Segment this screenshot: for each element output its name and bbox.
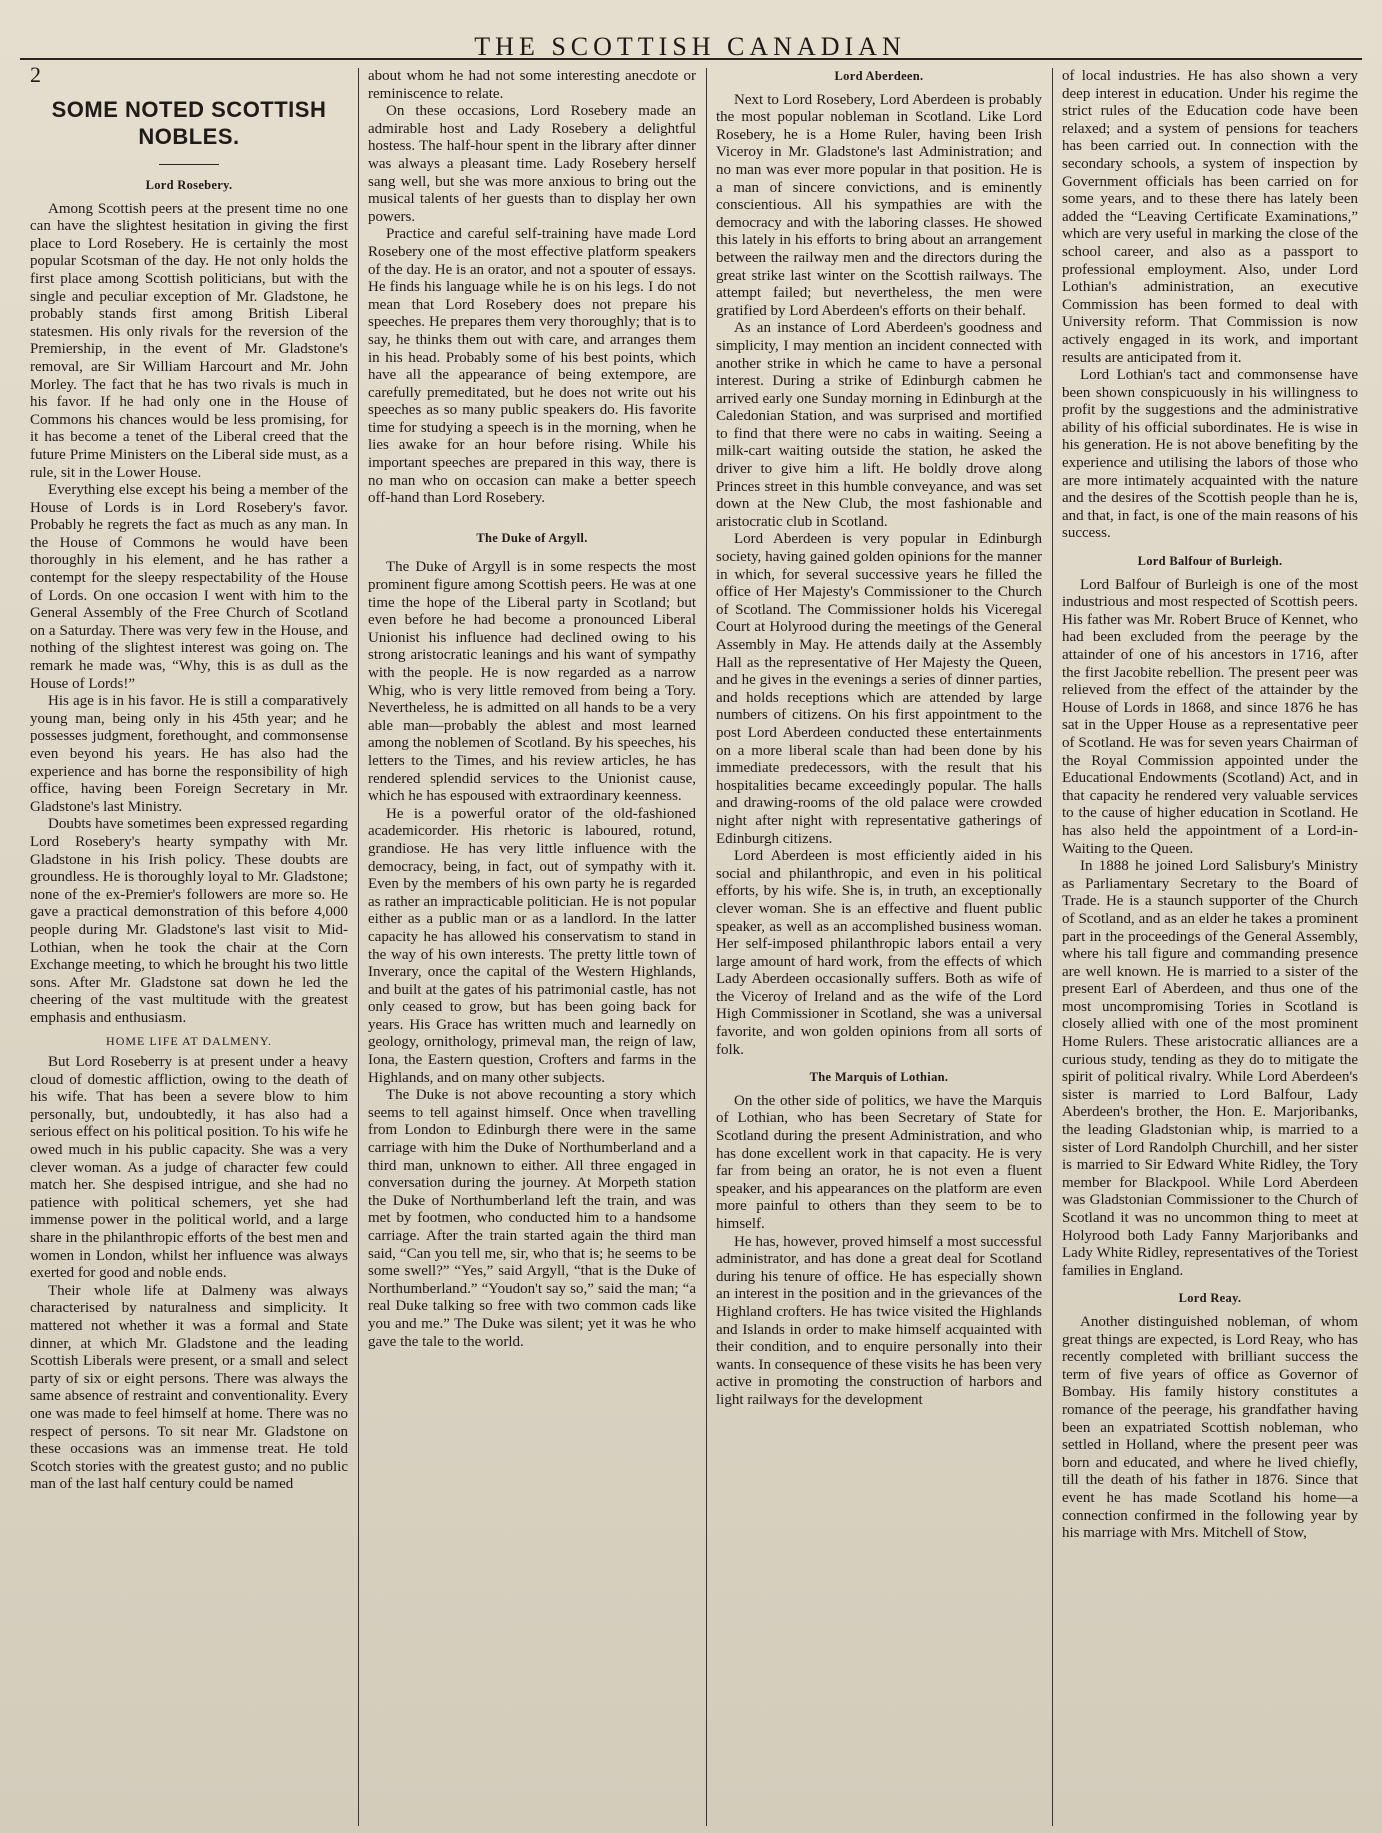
paragraph: Doubts have sometimes been expressed regarding Lord Rosebery's hearty sympathy with Mr. Gladstone in his Irish policy. These doubts are groundless. He is thoroughly loyal to Mr. Gladstone; none of the ex-Premier's followers are more so. He gave a practical demonstration of this before 4,000 people during Mr. Gladstone's last visit to Mid-Lothian, when he took the chair at the Corn Exchange meeting, to which he brought his two little sons. After Mr. Gladstone sat down he led the cheering of the vast multitude with the greatest emphasis and enthusiasm. (30, 816, 348, 1026)
article-columns (22, 68, 1362, 1828)
section-heading-dalmeny: HOME LIFE AT DALMENY. (106, 1033, 272, 1048)
paragraph: Lord Balfour of Burleigh is one of the most industrious and most respected of Scottish peers. His father was Mr. Robert Bruce of Kennet, who had been excluded from the peerage by the attainder of one of his ancestors in 1716, after the first Jacobite rebellion. The present peer was relieved from the effect of the attainder by the House of Lords in 1868, and since 1876 he has sat in the Upper House as a representative peer of Scotland. He was for seven years Chairman of the Royal Commission appointed under the Educational Endowments (Scotland) Act, and in that capacity he rendered very valuable services to the cause of higher education in Scotland. He has also held the appointment of a Lord-in-Waiting to the Queen. (1062, 576, 1358, 857)
paragraph: of local industries. He has also shown a very deep interest in education. Under his regime the strict rules of the Education code have been relaxed; and a system of pensions for teachers has been carried out. In connection with the secondary schools, a system of inspection by Government officials has been carried on for some years, and to these there has lately been added the “Leaving Certificate Examinations,” which are very useful in marking the close of the school career, and also as a passport to professional employment. Also, under Lord Lothian's administration, an executive Commission has been formed to deal with University reform. That Commission is now actively engaged in its work, and important results are anticipated from it. (1062, 68, 1358, 366)
column-divider (706, 68, 707, 1826)
paragraph: On the other side of politics, we have the Marquis of Lothian, who has been Secretary of State for Scotland during the present Administration, and who has done excellent work in that capacity. He is very far from being an orator, he is not even a fluent speaker, and his appearances on the platform are even more painful to others than they seem to be to himself. (716, 1092, 1042, 1232)
paragraph: Another distinguished nobleman, of whom great things are expected, is Lord Reay, who has recently completed with brilliant success the term of five years of office as Governor of Bombay. His family history constitutes a romance of the peerage, his grandfather having been an expatriated Scottish nobleman, who settled in Holland, where the present peer was born and educated, and where he lived chiefly, till the death of his father in 1876. Since that event he has made Scotland his home—a connection confirmed in the following year by his marriage with Mrs. Mitchell of Stow, (1062, 1313, 1358, 1542)
paragraph: As an instance of Lord Aberdeen's goodness and simplicity, I may mention an incident connected with another strike in which he came to have a personal interest. During a strike of Edinburgh cabmen he arrived early one Sunday morning in Edinburgh at the Caledonian Station, and was surprised and mortified to find that there were no cabs in waiting. Seeing a milk-cart waiting outside the station, he asked the driver to give him a lift. He boldly drove along Princes street in this humble conveyance, and was set down at the New Club, the most fashionable and aristocratic club in Scotland. (716, 320, 1042, 530)
paragraph: The Duke is not above recounting a story which seems to tell against himself. Once when travelling from London to Edinburgh there were in the same carriage with him the Duke of Northumberland and a third man, unknown to either. All three engaged in conversation during the journey. At Morpeth station the Duke of Northumberland left the train, and was met by footmen, who conducted him to a handsome carriage. After the train started again the third man said, “Can you tell me, sir, who that is; he seems to be some swell?” “Yes,” said Argyll, “that is the Duke of Northumberland.” “Youdon't say so,” said the man; “a real Duke talking so free with two common cads like you and me.” The Duke was silent; yet it was he who gave the tale to the world. (368, 1087, 696, 1350)
section-heading-rosebery: Lord Rosebery. (145, 178, 233, 192)
page-number: 2 (30, 62, 41, 87)
paragraph: On these occasions, Lord Rosebery made an admirable host and Lady Rosebery a delightful hostess. The half-hour spent in the library after dinner was always a pleasant time. Lady Rosebery herself sang well, but she was more anxious to bring out the musical talents of her guests than to display her own powers. (368, 103, 696, 225)
column-3 (716, 68, 1042, 1826)
paragraph: Their whole life at Dalmeny was always characterised by naturalness and simplicity. It mattered not whether it was a formal and State dinner, at which Mr. Gladstone and the leading Scottish Liberals were present, or a small and select party of six or eight persons. There was always the same absence of restraint and conventionality. Every one was made to feel himself at home. There was no respect of persons. To sit near Mr. Gladstone on these occasions was an immense treat. He told Scotch stories with the greatest gusto; and no public man of the last half century could be named (30, 1282, 348, 1493)
paragraph: Lord Lothian's tact and commonsense have been shown conspicuously in his willingness to profit by the suggestions and the administrative ability of his official subordinates. He is wise in his generation. He is not above benefiting by the experience and utilising the labors of those who are more intimately acquainted with the nature and the desires of the Scottish people than he is, and that, in fact, is one of the main reasons of his success. (1062, 367, 1358, 542)
paper-title: THE SCOTTISH CANADIAN (474, 32, 906, 61)
paragraph: His age is in his favor. He is still a comparatively young man, being only in his 45th year; and he possesses judgment, forethought, and commonsense even beyond his years. He has also had the experience and has borne the responsibility of high office, having been Foreign Secretary in Mr. Gladstone's last Ministry. (30, 693, 348, 815)
paragraph: Everything else except his being a member of the House of Lords is in Lord Rosebery's favor. Probably he regrets the fact as much as any man. In the House of Commons he would have been thoroughly in his element, and he has rather a contempt for the sleepy respectability of the House of Lords. On one occasion I went with him to the General Assembly of the Free Church of Scotland on a Saturday. There was very few in the House, and nothing of the slightest interest was going on. The remark he made was, “Why, this is as dull as the House of Lords!” (30, 482, 348, 692)
paragraph: He has, however, proved himself a most successful administrator, and has done a great deal for Scotland during his tenure of office. He has especially shown an interest in the position and in the grievances of the Highland crofters. He has twice visited the Highlands and Islands in order to make himself acquainted with their condition, and to enquire personally into their wants. In consequence of these visits he has been very active in promoting the construction of harbors and light railways for the development (716, 1233, 1042, 1408)
column-4 (1062, 68, 1358, 1826)
masthead-rule (20, 58, 1362, 60)
section-heading-aberdeen: Lord Aberdeen. (834, 69, 924, 83)
column-divider (358, 68, 359, 1826)
title-rule (159, 164, 219, 165)
section-heading-lothian: The Marquis of Lothian. (809, 1070, 949, 1085)
paragraph: Next to Lord Rosebery, Lord Aberdeen is probably the most popular nobleman in Scotland. Like Lord Rosebery, he is a Home Ruler, having been Irish Viceroy in Mr. Gladstone's last Administration; and no man was ever more popular in that position. He is a man of sincere convictions, and is eminently conscientious. All his sympathies are with the democracy and with the laboring classes. He showed this lately in his efforts to bring about an arrangement between the railway men and the directors during the great strike last winter on the Scottish railways. The attempt failed; but nevertheless, the men were gratified by Lord Aberdeen's efforts on their behalf. (716, 91, 1042, 319)
paragraph: In 1888 he joined Lord Salisbury's Ministry as Parliamentary Secretary to the Board of Trade. He is a staunch supporter of the Church of Scotland, and as an elder he takes a prominent part in the proceedings of the General Assembly, where his tall figure and commanding presence are well known. He is married to a sister of the present Earl of Aberdeen, and thus one of the most uncompromising Tories in Scotland is closely allied with one of the most prominent Home Rulers. These aristocratic alliances are a curious study, tending as they do to mitigate the spirit of political rivalry. While Lord Aberdeen's sister is married to Lord Balfour, Lady Aberdeen's brother, the Hon. E. Marjoribanks, the leading Gladstonian whip, is married to a sister of Lord Randolph Churchill, and her sister is married to Sir Edward White Ridley, the Tory member for Blackpool. While Lord Aberdeen was Gladstonian Commissioner to the Church of Scotland it was no uncommon thing to meet at Holyrood both Lady Fanny Marjoribanks and Lady White Ridley, representatives of the Toriest families in England. (1062, 858, 1358, 1279)
paragraph: about whom he had not some interesting anecdote or reminiscence to relate. (368, 68, 696, 102)
article-title: SOME NOTED SCOTTISH NOBLES. (51, 97, 327, 149)
paragraph: He is a powerful orator of the old-fashioned academicorder. His rhetoric is laboured, rotund, grandiose. He has very little influence with the democracy, being, in fact, out of sympathy with it. Even by the members of his own party he is regarded as rather an impracticable politician. He is not popular either as a public man or as a landlord. In the latter capacity he has allowed his conservatism to stand in the way of his own interests. The pretty little town of Inverary, once the capital of the Western Highlands, and built at the gates of his patrimonial castle, has not only ceased to grow, but has been going back for years. His Grace has written much and learnedly on geology, ornithology, primeval man, the reign of law, Iona, the Eastern question, Crofters and farms in the Highlands, and on many other subjects. (368, 805, 696, 1086)
paragraph: Lord Aberdeen is very popular in Edinburgh society, having gained golden opinions for the manner in which, for several successive years he filled the office of Her Majesty's Commissioner to the Church of Scotland. The Commissioner holds his Viceregal Court at Holyrood during the meetings of the General Assembly in May. He attends daily at the Assembly Hall as the representative of Her Majesty the Queen, and he gives in the evenings a series of dinner parties, and holds receptions which are attended by large numbers of citizens. On his first appointment to the post Lord Aberdeen conducted these entertainments on a more liberal scale than had been done by his immediate predecessors, with the result that his hospitalities became exceedingly popular. The halls and drawing-rooms of the old palace were crowded night after night with representative gatherings of Edinburgh citizens. (716, 531, 1042, 847)
column-divider (1052, 68, 1053, 1826)
paragraph: Among Scottish peers at the present time no one can have the slightest hesitation in giving the first place to Lord Rosebery. He is certainly the most popular Scotsman of the day. He not only holds the first place among Scottish politicians, but with the single and peculiar exception of Mr. Gladstone, he probably stands first among British Liberal statesmen. His only rivals for the reversion of the Premiership, in the event of Mr. Gladstone's removal, are Sir William Harcourt and Mr. John Morley. The fact that he has two rivals is much in his favor. If he had only one in the House of Commons his chances would be less promising, for it has become a tenet of the Liberal creed that the future Prime Ministers on the Liberal side must, as a rule, sit in the Lower House. (30, 200, 348, 481)
section-heading-reay: Lord Reay. (1178, 1291, 1242, 1306)
paragraph: Lord Aberdeen is most efficiently aided in his social and philanthropic, and even in his political efforts, by his wife. She is, in truth, an exceptionally clever woman. She is an effective and fluent public speaker, as well as an accomplished business woman. Her self-imposed philanthropic labors entail a very large amount of hard work, from the effects of which Lady Aberdeen occasionally suffers. Both as wife of the Viceroy of Ireland and as the wife of the Lord High Commissioner in Scotland, she was a universal favorite, and won golden opinions from all sorts of folk. (716, 848, 1042, 1058)
section-heading-argyll: The Duke of Argyll. (476, 530, 588, 545)
paragraph: The Duke of Argyll is in some respects the most prominent figure among Scottish peers. He was at one time the hope of the Liberal party in Scotland; but even before he had become a pronounced Liberal Unionist his influence had declined owing to his strong aristocratic leanings and his want of sympathy with the people. He is now regarded as a narrow Whig, who is very little removed from being a Tory. Nevertheless, he is admitted on all hands to be a very able man—probably the ablest and most learned among the noblemen of Scotland. By his speeches, his letters to the Times, and his review articles, he has rendered splendid services to the Unionist cause, which he has espoused with extraordinary keenness. (368, 559, 696, 805)
column-1 (30, 68, 348, 1826)
paragraph: But Lord Roseberry is at present under a heavy cloud of domestic affliction, owing to the death of his wife. That has been a severe blow to him personally, but, undoubtedly, it has also had a serious effect on his political position. To his wife he owed much in his public capacity. She was a very clever woman. As a judge of character few could match her. She despised intrigue, and she had no patience with political schemers, yet she had immense power in the political world, and a large share in the philanthropic efforts of the best men and women in London, whilst her influence was always exerted for good and noble ends. (30, 1054, 348, 1282)
paragraph: Practice and careful self-training have made Lord Rosebery one of the most effective platform speakers of the day. He is an orator, and not a spouter of essays. He finds his language while he is on his legs. I do not mean that Lord Rosebery does not prepare his speeches. He prepares them very thoroughly; that is to say, he thinks them out with care, and arranges them in his head. Probably some of his best points, which have all the appearance of being extempore, are carefully premeditated, but he does not write out his speeches as so many public speakers do. His favorite time for studying a speech is in the morning, when he lies awake for an hour before rising. While his important speeches are prepared in this way, there is no man who on occasion can make a better speech off-hand than Lord Rosebery. (368, 226, 696, 507)
section-heading-balfour: Lord Balfour of Burleigh. (1137, 554, 1283, 569)
column-2 (368, 68, 696, 1826)
